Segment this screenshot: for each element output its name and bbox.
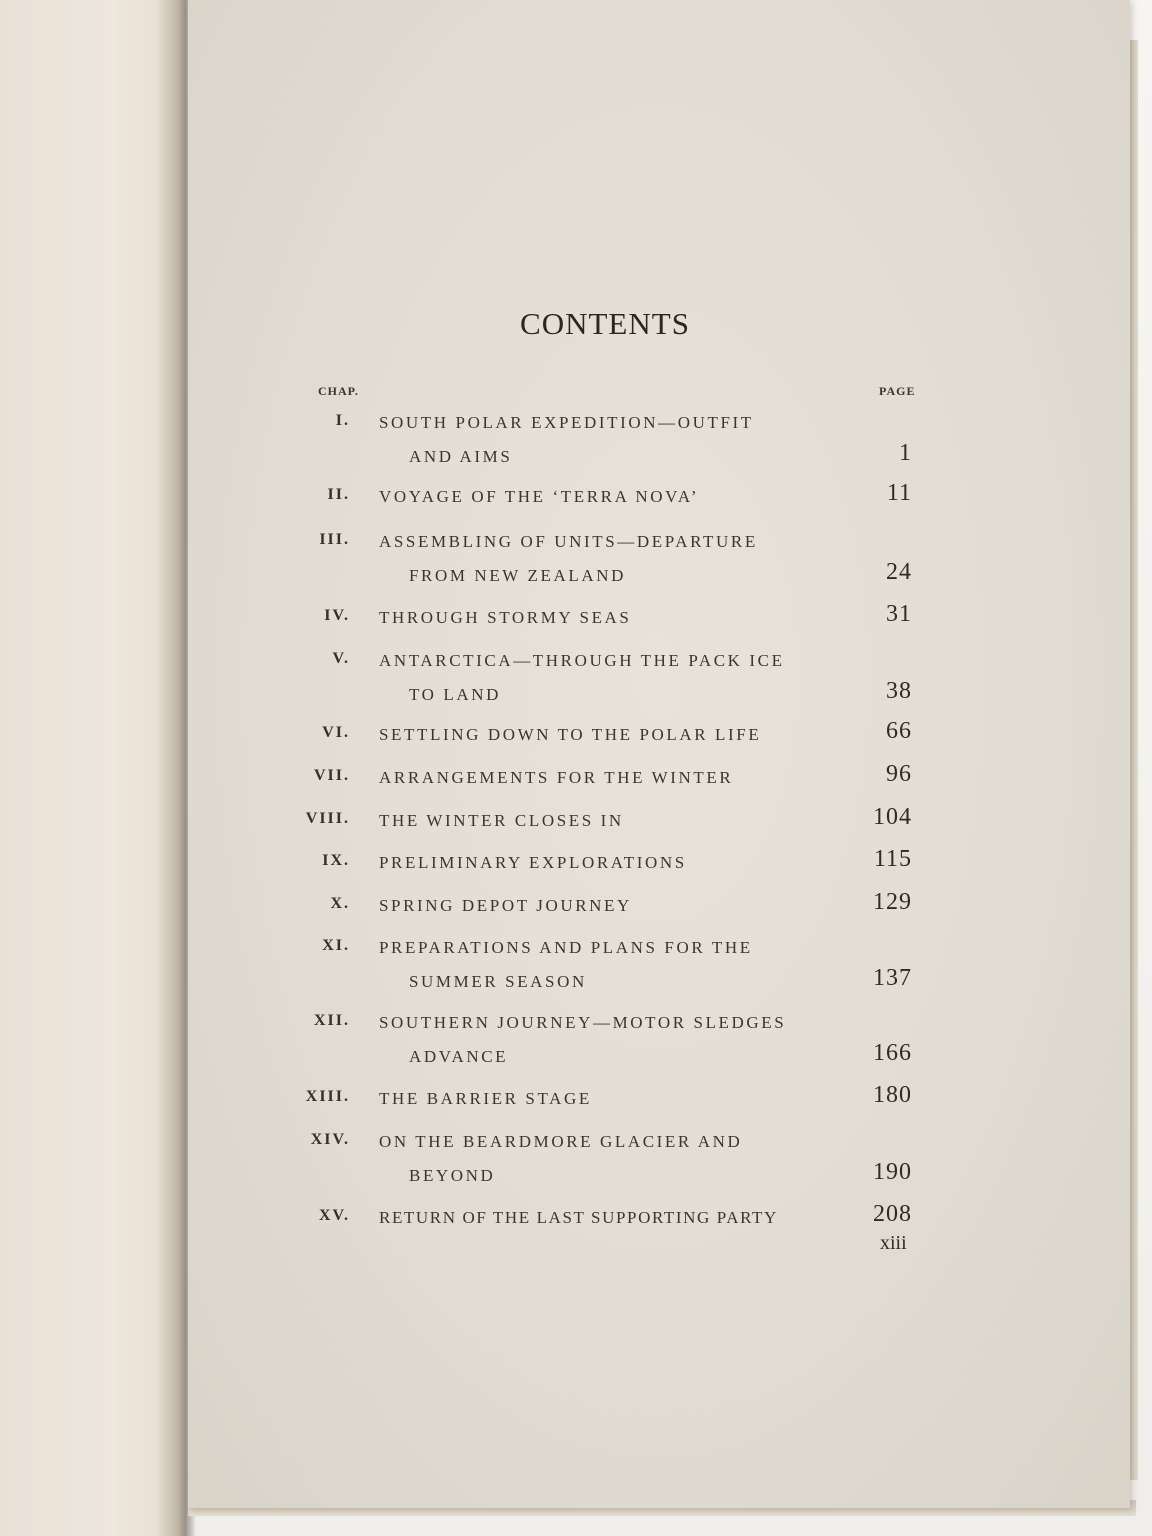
chapter-number: II. [327, 486, 350, 503]
chapter-title-line: THROUGH STORMY SEAS [379, 608, 632, 627]
chapter-title [379, 480, 829, 514]
chapter-title-line: ADVANCE [409, 1047, 509, 1066]
chapter-title [379, 644, 829, 712]
contents-page [188, 0, 1130, 1508]
chapter-title-line: THE BARRIER STAGE [379, 1089, 592, 1108]
page-number: 190 [873, 1159, 912, 1185]
chapter-title [379, 804, 829, 838]
chapter-title-line: SPRING DEPOT JOURNEY [379, 896, 632, 915]
page-number: 66 [886, 718, 912, 744]
chapter-number: XV. [318, 1207, 350, 1224]
chapter-title-line: SUMMER SEASON [409, 972, 587, 991]
page-number: 38 [886, 678, 912, 704]
page-number: 129 [873, 889, 912, 915]
page-number: 96 [886, 761, 912, 787]
chapter-title [379, 846, 829, 880]
chapter-title [379, 931, 829, 999]
chapter-title [379, 1125, 829, 1193]
chapter-title [379, 1082, 829, 1116]
chapter-title [379, 406, 829, 474]
chapter-title-line: PREPARATIONS AND PLANS FOR THE [379, 938, 753, 957]
chapter-number: XI. [322, 937, 350, 954]
chapter-title-line: ARRANGEMENTS FOR THE WINTER [379, 768, 734, 787]
page-number: 31 [886, 601, 912, 627]
page-number: 1 [899, 440, 912, 466]
folio-page-number: xiii [880, 1232, 907, 1254]
chapter-number: VIII. [305, 810, 350, 827]
chap-column-label: CHAP. [318, 384, 359, 398]
chapter-title-line: AND AIMS [409, 447, 513, 466]
chapter-title [379, 761, 829, 795]
chapter-title-line: TO LAND [409, 685, 502, 704]
chapter-number: IX. [322, 852, 350, 869]
chapter-number: VII. [313, 767, 350, 784]
page-number: 24 [886, 559, 912, 585]
chapter-title [379, 601, 829, 635]
page-number: 208 [873, 1201, 912, 1227]
page-number: 137 [873, 965, 912, 991]
chapter-number: IV. [324, 607, 350, 624]
chapter-title-line: ASSEMBLING OF UNITS—DEPARTURE [379, 532, 758, 551]
chapter-number: XII. [313, 1012, 350, 1029]
page-number: 166 [873, 1040, 912, 1066]
chapter-title-line: THE WINTER CLOSES IN [379, 811, 624, 830]
chapter-title [379, 889, 829, 923]
chapter-title-line: PRELIMINARY EXPLORATIONS [379, 853, 687, 872]
page-number: 104 [873, 804, 912, 830]
page-number: 180 [873, 1082, 912, 1108]
chapter-title [379, 1201, 859, 1235]
page-column-label: PAGE [879, 384, 916, 398]
chapter-title-line: SETTLING DOWN TO THE POLAR LIFE [379, 725, 762, 744]
chapter-title [379, 525, 829, 593]
chapter-number: VI. [322, 724, 350, 741]
chapter-title-line: SOUTHERN JOURNEY—MOTOR SLEDGES [379, 1013, 787, 1032]
chapter-number: XIII. [305, 1088, 350, 1105]
chapter-number: XIV. [310, 1131, 350, 1148]
chapter-number: I. [335, 412, 350, 429]
chapter-title-line: ON THE BEARDMORE GLACIER AND [379, 1132, 743, 1151]
chapter-title-line: VOYAGE OF THE ‘TERRA NOVA’ [379, 487, 700, 506]
page-number: 11 [886, 480, 912, 506]
contents-heading: CONTENTS [520, 306, 690, 341]
chapter-title-line: FROM NEW ZEALAND [409, 566, 626, 585]
page-number: 115 [873, 846, 912, 872]
chapter-number: III. [319, 531, 350, 548]
chapter-title-line: ANTARCTICA—THROUGH THE PACK ICE [379, 651, 785, 670]
chapter-title [379, 1006, 829, 1074]
chapter-number: X. [330, 895, 350, 912]
chapter-title-line: SOUTH POLAR EXPEDITION—OUTFIT [379, 413, 754, 432]
chapter-title-line: BEYOND [409, 1166, 496, 1185]
chapter-title [379, 718, 829, 752]
chapter-title-line: RETURN OF THE LAST SUPPORTING PARTY [379, 1208, 778, 1227]
chapter-number: V. [332, 650, 350, 667]
